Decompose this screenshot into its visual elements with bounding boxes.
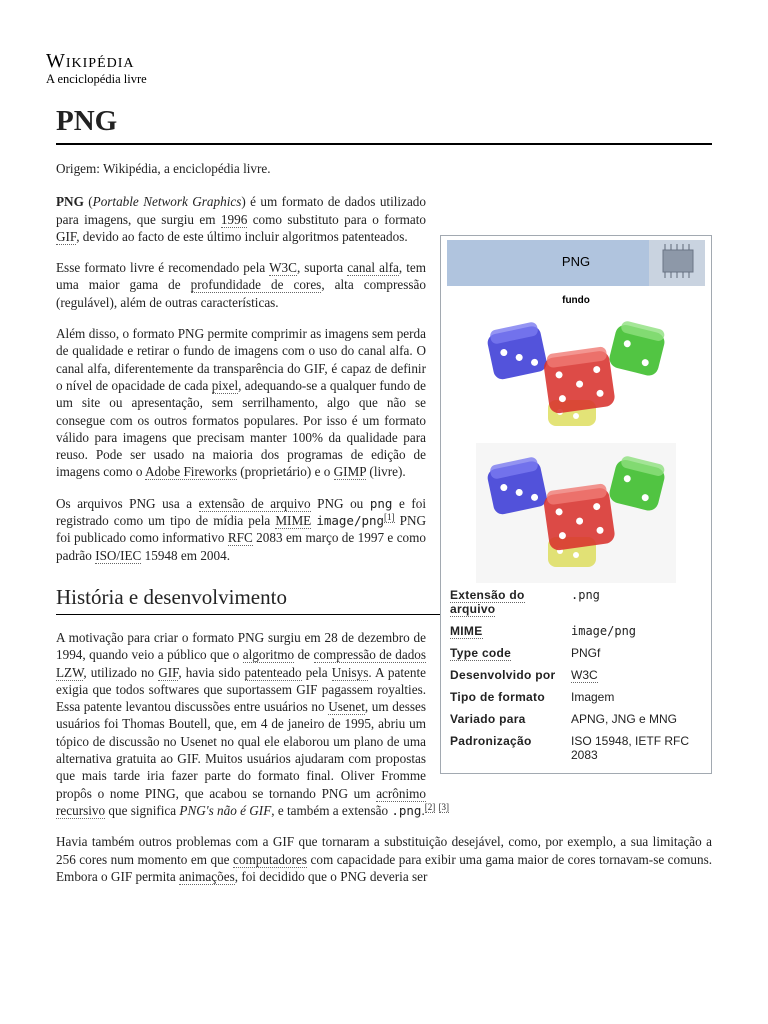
infobox-value-developer[interactable]: W3C: [571, 668, 598, 683]
origin-note: Origem: Wikipédia, a enciclopédia livre.: [56, 161, 271, 176]
wikipedia-logo[interactable]: [46, 50, 147, 86]
section-heading-history: História e desenvolvimento: [56, 584, 712, 615]
infobox-key-format-type: Tipo de formato: [450, 690, 545, 705]
paragraph-alpha: Além disso, o formato PNG permite comprimir as imagens sem perda de qualidade e retirar o fundo de imagens com o uso do canal alfa. O canal alfa, diferentemente da transparência do GIF, é capaz de definir o nível de opacidade de cada pixel, adequando-se a qualquer fundo de um site ou apresentação, sem serrilhamento, algo que não se consegue com os outros formatos populares. Por isso é um formato válido para imagens que precisam manter 100% da qualidade para reuso. Pode ser usado na maioria dos programas de edição de imagens como o Adobe Fireworks (proprietário) e o GIMP (livre).: [56, 326, 426, 480]
infobox-value-format-type: Imagem: [571, 690, 615, 705]
link-unisys[interactable]: Unisys: [331, 664, 369, 680]
link-gif-history[interactable]: GIF: [158, 664, 179, 680]
link-gimp[interactable]: GIMP: [333, 464, 367, 480]
dice-background-image[interactable]: [476, 443, 676, 583]
infobox-table: [441, 585, 711, 767]
link-iso-iec[interactable]: ISO/IEC: [95, 547, 142, 563]
infobox-value-mime: image/png: [571, 624, 637, 639]
link-patenteado[interactable]: patenteado: [244, 664, 302, 680]
link-acronimo-recursivo[interactable]: acrônimo recursivo: [56, 785, 426, 818]
link-rfc[interactable]: RFC: [227, 530, 253, 546]
infobox-value-standard[interactable]: ISO 15948, IETF RFC 2083: [571, 734, 690, 763]
link-w3c[interactable]: W3C: [269, 260, 297, 276]
article-body: [56, 160, 712, 899]
infobox-value-extension: .png: [571, 588, 600, 603]
infobox-row-type-code: [441, 643, 711, 665]
infobox-key-type-code[interactable]: Type code: [450, 646, 512, 661]
link-compressao-dados[interactable]: compressão de dados: [313, 647, 427, 663]
reference-1[interactable]: [1]: [384, 511, 395, 522]
reference-3[interactable]: [3]: [438, 801, 450, 812]
link-1996[interactable]: 1996: [220, 211, 248, 227]
link-algoritmo[interactable]: algoritmo: [242, 647, 295, 663]
infobox-key-standard: Padronização: [450, 734, 532, 749]
paragraph-intro: PNG (Portable Network Graphics) é um formato de dados utilizado para imagens, que surgiu em 1996 como substituto para o formato GIF, devido ao facto de este último incluir algoritmos patenteados.: [56, 194, 426, 244]
page-title: PNG: [56, 103, 712, 145]
paragraph-features: Esse formato livre é recomendado pela W3C, suporta canal alfa, tem uma maior gama de profundidade de cores, alta compressão (regulável), além de outras características.: [56, 260, 426, 310]
infobox-row-variants: [441, 709, 711, 731]
link-profundidade-cores[interactable]: profundidade de cores: [190, 277, 322, 293]
link-extensao-arquivo[interactable]: extensão de arquivo: [198, 495, 311, 511]
infobox-row-format-type: [441, 687, 711, 709]
logo-subtitle: A enciclopédia livre: [46, 72, 147, 86]
infobox-value-type-code: PNGf: [571, 646, 601, 661]
infobox-key-mime[interactable]: MIME: [450, 624, 483, 639]
paragraph-history: A motivação para criar o formato PNG surgiu em 28 de dezembro de 1994, quando veio a público que o algoritmo de compressão de dados LZW, utilizado no GIF, havia sido patenteado pela Unisys. A patente exigia que todos softwares que suportassem GIF pagassem royalties. Essa patente levantou discussões entre usuários no Usenet, um desses usuários foi Thomas Boutell, que, em 4 de janeiro de 1995, abriu um tópico de discussão no Usenet no qual ele elaborou um plano de uma alternativa gratuita ao GIF. Muitos usuários ajudaram com propostas que mais tarde iria fazer parte do formato final. Oliver Fromme propôs o nome PING, que acabou se tornando PNG um acrônimo recursivo que significa PNG's não é GIF, e também a extensão .png.[2] [3]: [56, 629, 450, 818]
infobox-header: [447, 240, 705, 286]
link-computadores[interactable]: computadores: [233, 851, 307, 867]
infobox-caption: fundo: [562, 295, 590, 307]
logo-title: Wikipédia: [46, 50, 135, 72]
link-lzw[interactable]: LZW: [56, 664, 84, 680]
dice-transparent-image[interactable]: [476, 312, 676, 437]
infobox-title: PNG: [561, 254, 591, 270]
infobox-value-variants[interactable]: APNG, JNG e MNG: [571, 712, 678, 727]
link-pixel[interactable]: pixel: [211, 377, 239, 393]
infobox-row-mime: [441, 621, 711, 643]
paragraph-files: Os arquivos PNG usa a extensão de arquivo PNG ou png e foi registrado como um tipo de mídia pela MIME image/png[1] PNG foi publicado como informativo RFC 2083 em março de 1997 e como padrão ISO/IEC 15948 em 2004.: [56, 495, 426, 563]
circuit-board-image: [649, 240, 705, 286]
infobox-row-developer: [441, 665, 711, 687]
paragraph-problems: Havia também outros problemas com a GIF que tornaram a substituição desejável, como, por exemplo, a sua limitação a 256 cores num momento em que computadores com capacidade para exibir uma gama maior de cores tornavam-se comuns. Embora o GIF permita animações, foi decidido que o PNG deveria ser: [56, 834, 713, 884]
infobox-key-variants: Variado para: [450, 712, 526, 727]
infobox-key-developer: Desenvolvido por: [450, 668, 556, 683]
link-animacoes[interactable]: animações: [179, 868, 235, 884]
infobox-row-standard: [441, 731, 711, 767]
link-gif[interactable]: GIF: [56, 228, 77, 244]
infobox-row-extension: [441, 585, 711, 621]
reference-2[interactable]: [2]: [424, 801, 436, 812]
link-usenet[interactable]: Usenet: [328, 699, 365, 715]
link-mime[interactable]: MIME: [275, 513, 312, 529]
link-adobe-fireworks[interactable]: Adobe Fireworks: [145, 464, 237, 480]
link-canal-alfa[interactable]: canal alfa: [347, 260, 399, 276]
infobox: [440, 235, 712, 774]
infobox-key-extension[interactable]: Extensão do arquivo: [450, 588, 525, 617]
